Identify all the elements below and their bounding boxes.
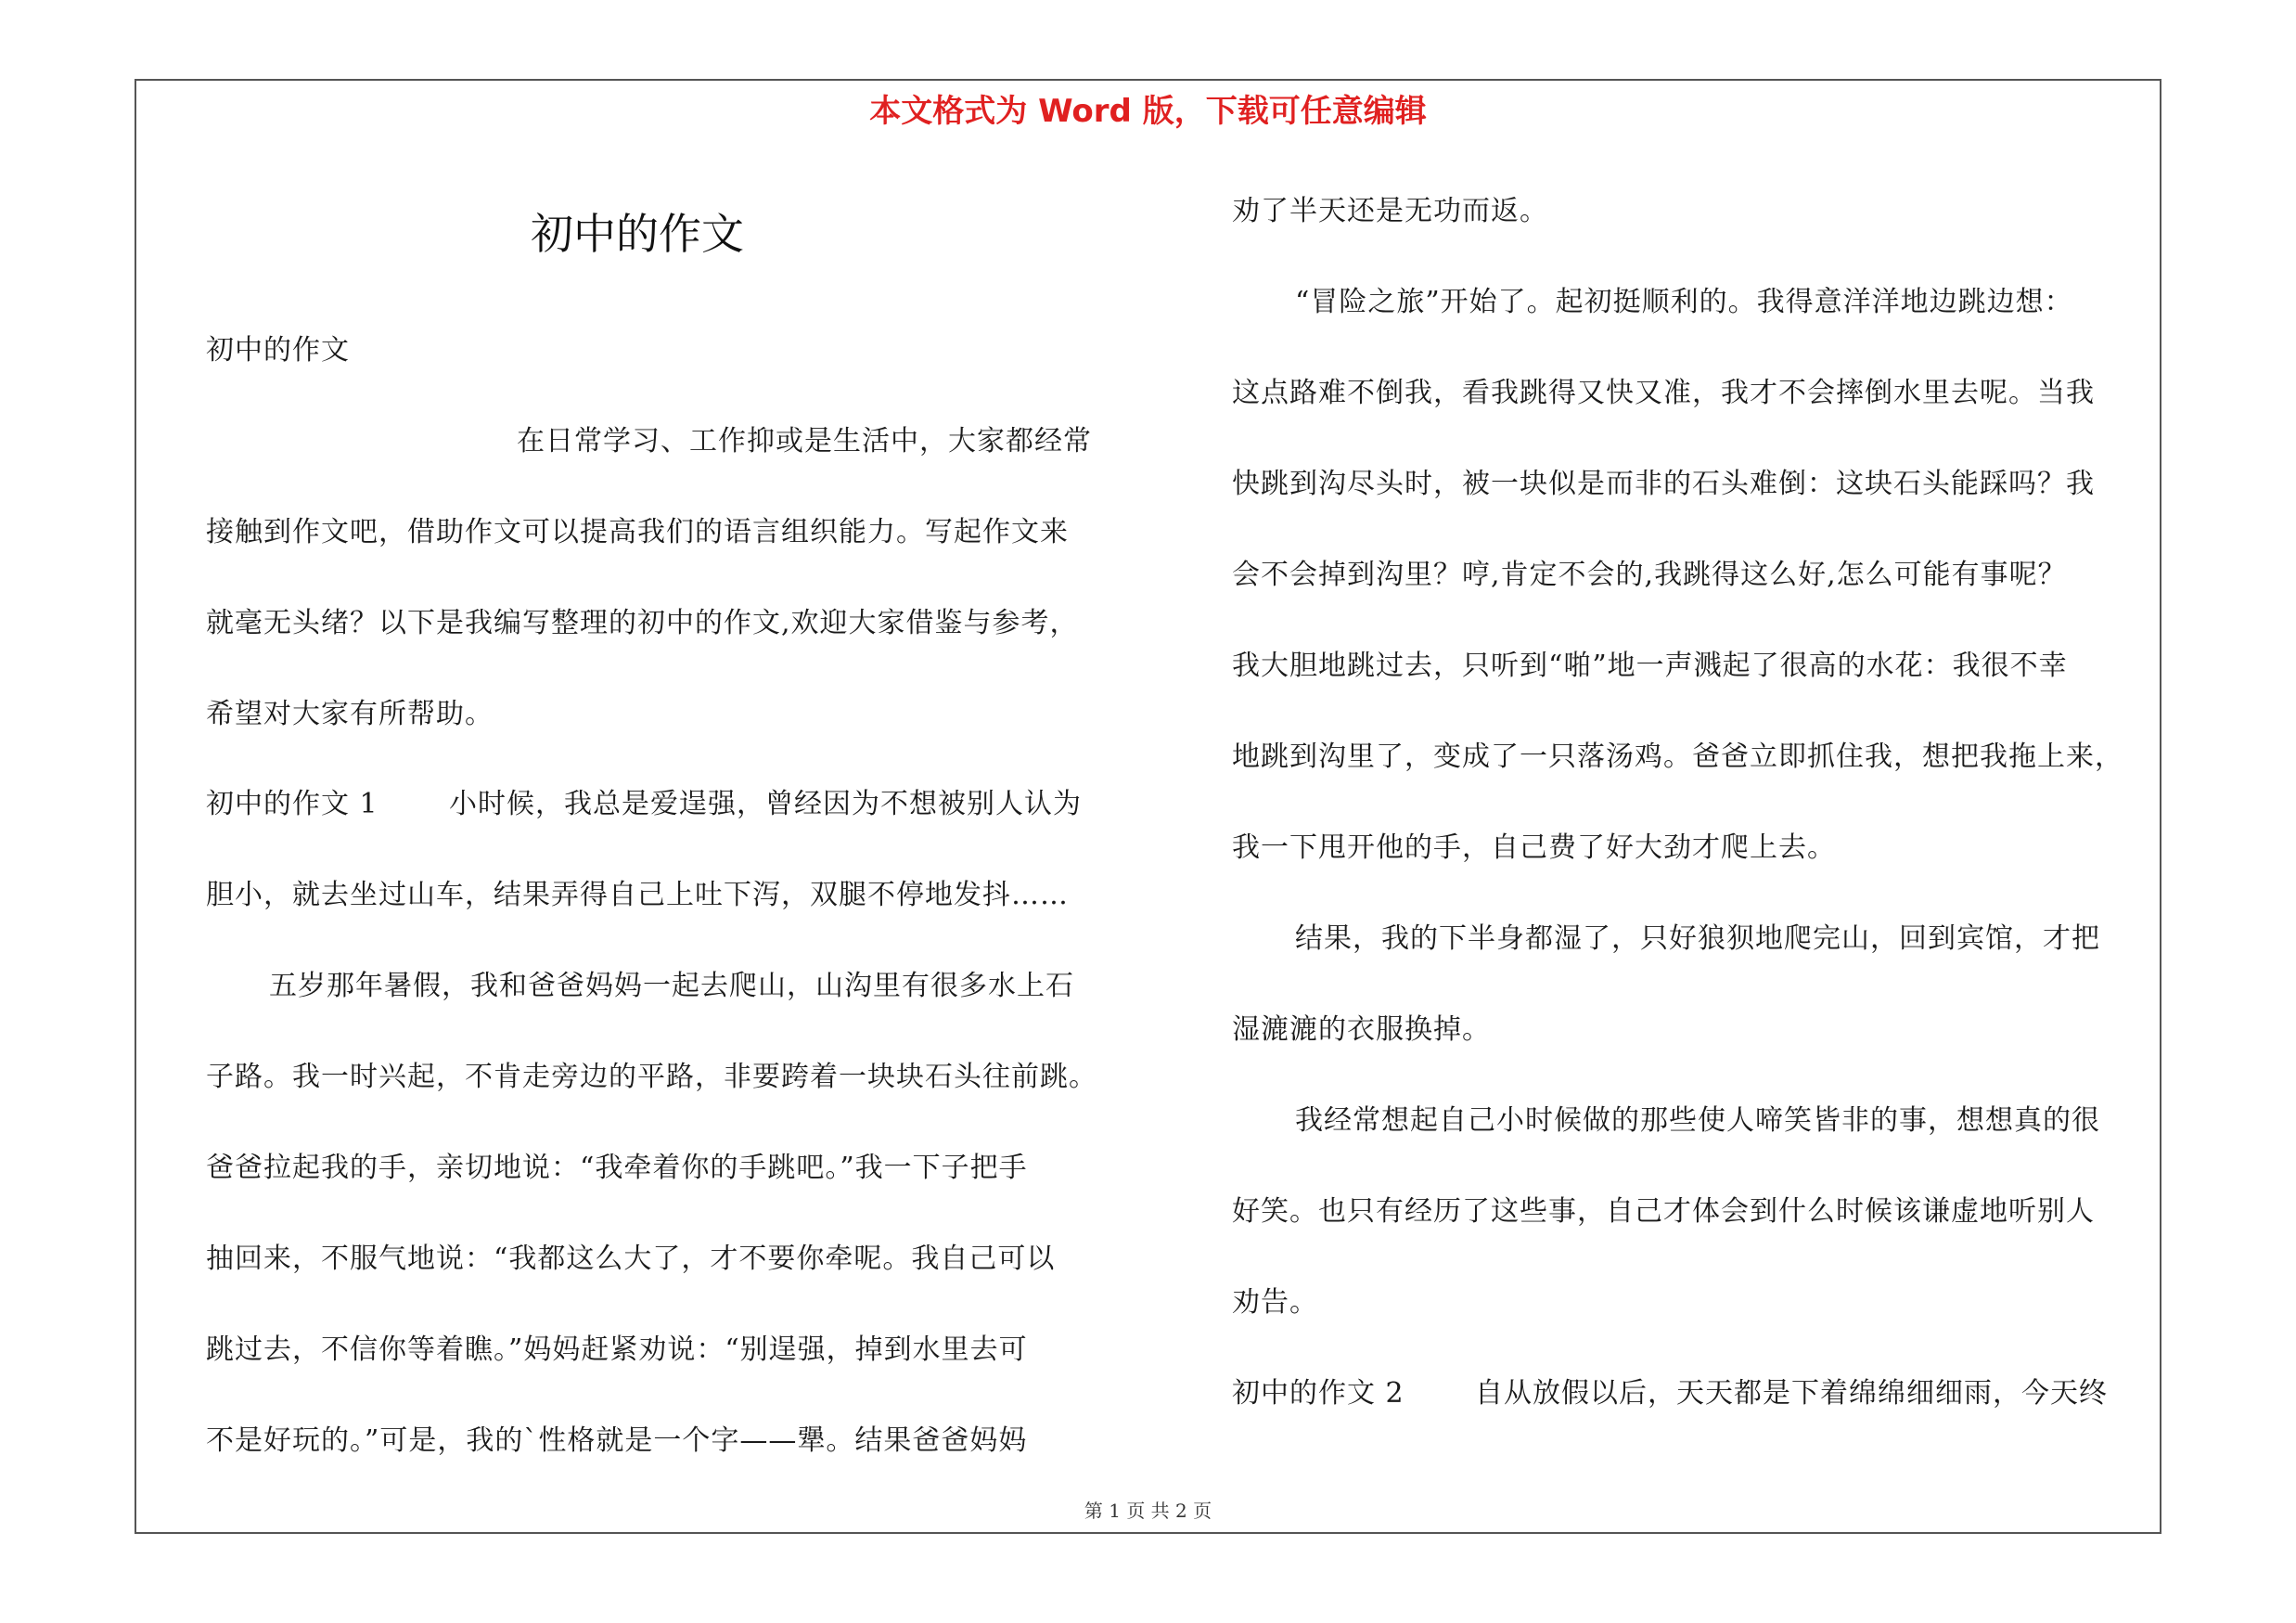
essay-paragraph-line: 我大胆地跳过去，只听到“啪”地一声溅起了很高的水花：我很不幸 bbox=[1232, 650, 2068, 682]
essay-paragraph-line: 跳过去，不信你等着瞧。”妈妈赶紧劝说：“别逞强，掉到水里去可 bbox=[206, 1333, 1028, 1366]
intro-line: 在日常学习、工作抑或是生活中，大家都经常 bbox=[517, 425, 1092, 457]
essay-paragraph-line: 劝告。 bbox=[1232, 1286, 1318, 1319]
essay-paragraph-line: 快跳到沟尽头时，被一块似是而非的石头难倒：这块石头能踩吗？我 bbox=[1232, 468, 2095, 500]
essay-paragraph-line: 这点路难不倒我，看我跳得又快又准，我才不会摔倒水里去呢。当我 bbox=[1232, 377, 2095, 409]
essay-paragraph-line: 子路。我一时兴起，不肯走旁边的平路，非要跨着一块块石头往前跳。 bbox=[206, 1061, 1097, 1093]
essay-paragraph-line: 好笑。也只有经历了这些事，自己才体会到什么时候该谦虚地听别人 bbox=[1232, 1195, 2095, 1228]
intro-line: 接触到作文吧，借助作文可以提高我们的语言组织能力。写起作文来 bbox=[206, 516, 1069, 548]
essay-paragraph-line: 会不会掉到沟里？哼,肯定不会的,我跳得这么好,怎么可能有事呢？ bbox=[1232, 559, 2067, 591]
essay-paragraph-line: 我经常想起自己小时候做的那些使人啼笑皆非的事，想想真的很 bbox=[1295, 1104, 2100, 1137]
document-title: 初中的作文 bbox=[531, 209, 744, 259]
essay-paragraph-line: 湿漉漉的衣服换掉。 bbox=[1232, 1013, 1491, 1046]
essay-paragraph-line: “冒险之旅”开始了。起初挺顺利的。我得意洋洋地边跳边想： bbox=[1295, 286, 2073, 318]
essay-paragraph-line: 自从放假以后，天天都是下着绵绵细细雨，今天终 bbox=[1475, 1377, 2108, 1410]
essay-paragraph-line: 胆小，就去坐过山车，结果弄得自己上吐下泻，双腿不停地发抖…… bbox=[206, 879, 1069, 911]
page-number: 第 1 页 共 2 页 bbox=[1084, 1500, 1212, 1522]
essay-paragraph-line: 劝了半天还是无功而返。 bbox=[1232, 195, 1548, 227]
essay-paragraph-line: 五岁那年暑假，我和爸爸妈妈一起去爬山，山沟里有很多水上石 bbox=[269, 970, 1074, 1002]
essay-paragraph-line: 爸爸拉起我的手，亲切地说：“我牵着你的手跳吧。”我一下子把手 bbox=[206, 1152, 1028, 1184]
essay-heading: 初中的作文 1 bbox=[206, 788, 378, 820]
essay-paragraph-line: 不是好玩的。”可是，我的`性格就是一个字——犟。结果爸爸妈妈 bbox=[206, 1424, 1028, 1457]
subtitle: 初中的作文 bbox=[206, 334, 350, 367]
intro-line: 希望对大家有所帮助。 bbox=[206, 698, 494, 730]
essay-paragraph-line: 我一下甩开他的手，自己费了好大劲才爬上去。 bbox=[1232, 831, 1836, 864]
essay-paragraph-line: 小时候，我总是爱逞强，曾经因为不想被别人认为 bbox=[449, 788, 1082, 820]
intro-line: 就毫无头绪？以下是我编写整理的初中的作文,欢迎大家借鉴与参考， bbox=[206, 607, 1079, 639]
essay-paragraph-line: 地跳到沟里了，变成了一只落汤鸡。爸爸立即抓住我，想把我拖上来， bbox=[1232, 741, 2123, 773]
essay-paragraph-line: 结果，我的下半身都湿了，只好狼狈地爬完山，回到宾馆，才把 bbox=[1295, 922, 2100, 955]
essay-paragraph-line: 抽回来，不服气地说：“我都这么大了，才不要你牵呢。我自己可以 bbox=[206, 1243, 1056, 1275]
editable-banner: 本文格式为 Word 版，下载可任意编辑 bbox=[869, 93, 1427, 130]
essay-heading: 初中的作文 2 bbox=[1232, 1377, 1405, 1410]
